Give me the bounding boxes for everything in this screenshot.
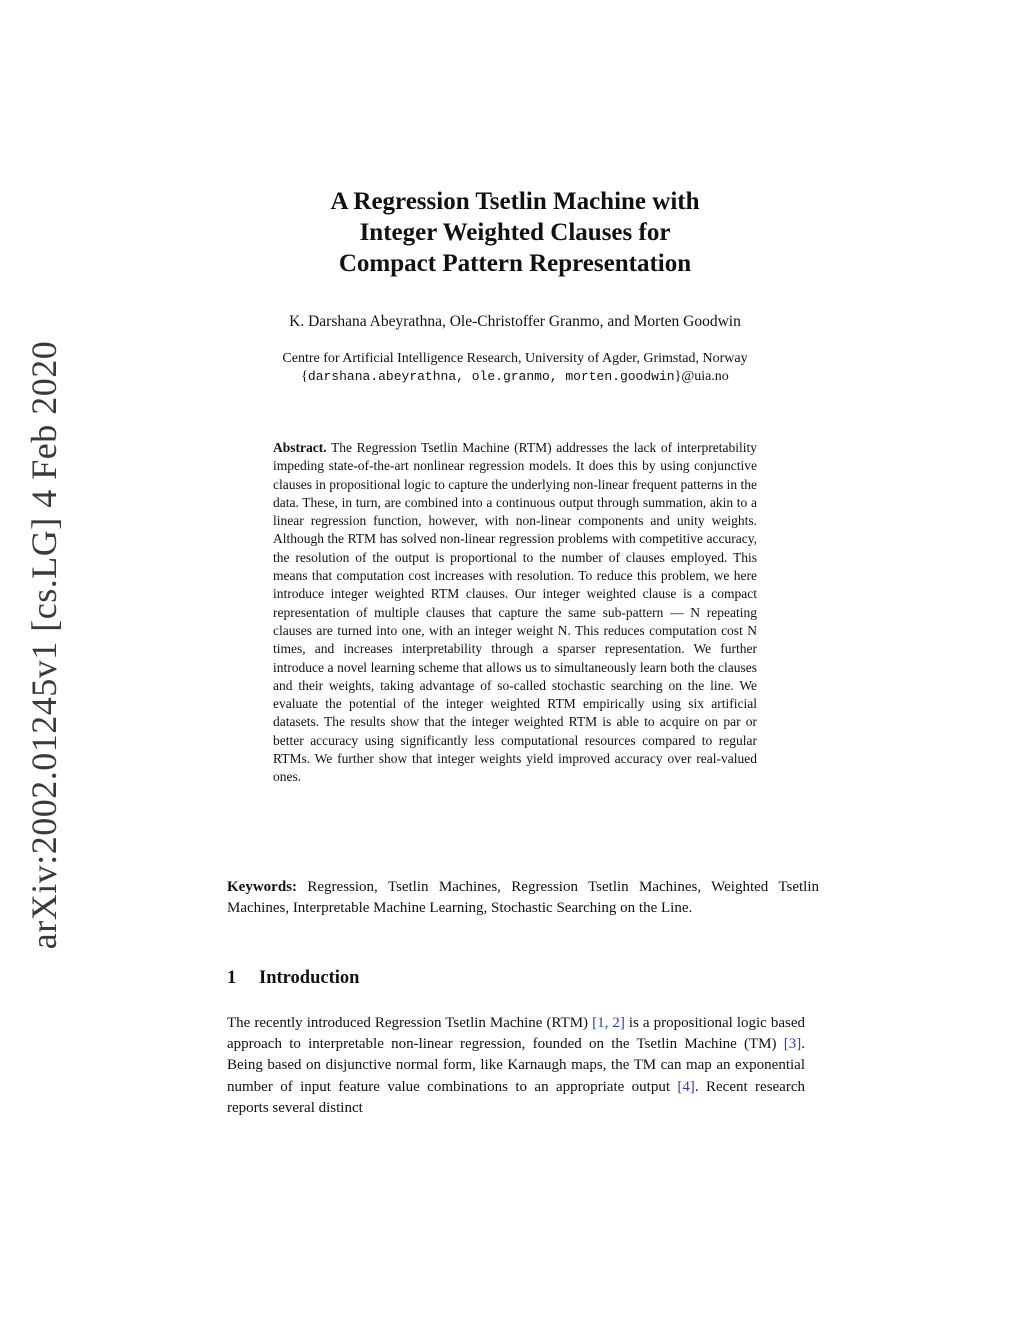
introduction-paragraph	[227, 1013, 805, 1119]
citation-link-1[interactable]: [1, 2]	[592, 1015, 625, 1031]
email-line	[205, 368, 825, 386]
intro-text-2: is a propositional logic based approach to interpretable non-linear regression, founded on the Tsetlin Machine (TM)	[227, 1015, 805, 1053]
arxiv-sidebar-stamp	[18, 340, 70, 950]
abstract-label: Abstract.	[273, 440, 327, 455]
section-heading-introduction	[227, 968, 359, 989]
arxiv-identifier: arXiv:2002.01245v1 [cs.LG] 4 Feb 2020	[24, 340, 65, 950]
citation-link-3[interactable]: [3]	[783, 1036, 802, 1053]
intro-text-4: . Recent research reports several distinct	[227, 1078, 805, 1116]
intro-text-3: . Being based on disjunctive normal form, like Karnaugh maps, the TM can map an exponential number of input feature value combinations to an appropriate output	[227, 1036, 805, 1095]
email-users: darshana.abeyrathna, ole.granmo, morten.goodwin	[307, 369, 675, 384]
affiliation-block	[205, 350, 825, 386]
email-domain: @uia.no	[681, 369, 729, 384]
email-brace-close: }	[674, 369, 682, 384]
email-brace-open: {	[301, 369, 308, 384]
title-line-3: Compact Pattern Representation	[338, 250, 692, 277]
paper-title	[220, 186, 810, 279]
abstract-text: The Regression Tsetlin Machine (RTM) addresses the lack of interpretability impeding state-of-the-art nonlinear regression models. It does this by using conjunctive clauses in propositional logic to capture the underlying non-linear frequent patterns in the data. These, in turn, are combined into a continuous output through summation, akin to a linear regression function, however, with non-linear components and unity weights. Although the RTM has solved non-linear regression problems with competitive accuracy, the resolution of the output is proportional to the number of clauses employed. This means that computation cost increases with resolution. To reduce this problem, we here introduce integer weighted RTM clauses. Our integer weighted clause is a compact representation of multiple clauses that capture the same sub-pattern — N repeating clauses are turned into one, with an integer weight N. This reduces computation cost N times, and increases interpretability through a sparser representation. We further introduce a novel learning scheme that allows us to simultaneously learn both the clauses and their weights, taking advantage of so-called stochastic searching on the line. We evaluate the potential of the integer weighted RTM empirically using six artificial datasets. The results show that the integer weighted RTM is able to acquire on par or better accuracy using significantly less computational resources compared to regular RTMs. We further show that integer weights yield improved accuracy over real-valued ones.	[273, 440, 757, 785]
author-list: K. Darshana Abeyrathna, Ole-Christoffer Granmo, and Morten Goodwin	[289, 313, 741, 330]
section-number: 1	[227, 968, 237, 988]
intro-text-1: The recently introduced Regression Tsetlin Machine (RTM)	[227, 1015, 593, 1031]
title-line-2: Integer Weighted Clauses for	[359, 219, 671, 246]
title-line-1: A Regression Tsetlin Machine with	[330, 188, 700, 215]
abstract-section	[273, 439, 757, 787]
section-title: Introduction	[259, 968, 360, 988]
keywords-text: Regression, Tsetlin Machines, Regression Tsetlin Machines, Weighted Tsetlin Machines, Interpretable Machine Learning, Stochastic Searching on the Line.	[227, 879, 820, 916]
citation-link-4[interactable]: [4]	[677, 1078, 695, 1095]
affiliation-line: Centre for Artificial Intelligence Research, University of Agder, Grimstad, Norway	[282, 351, 748, 366]
keywords-label: Keywords:	[227, 879, 297, 895]
keywords-section	[227, 877, 819, 918]
